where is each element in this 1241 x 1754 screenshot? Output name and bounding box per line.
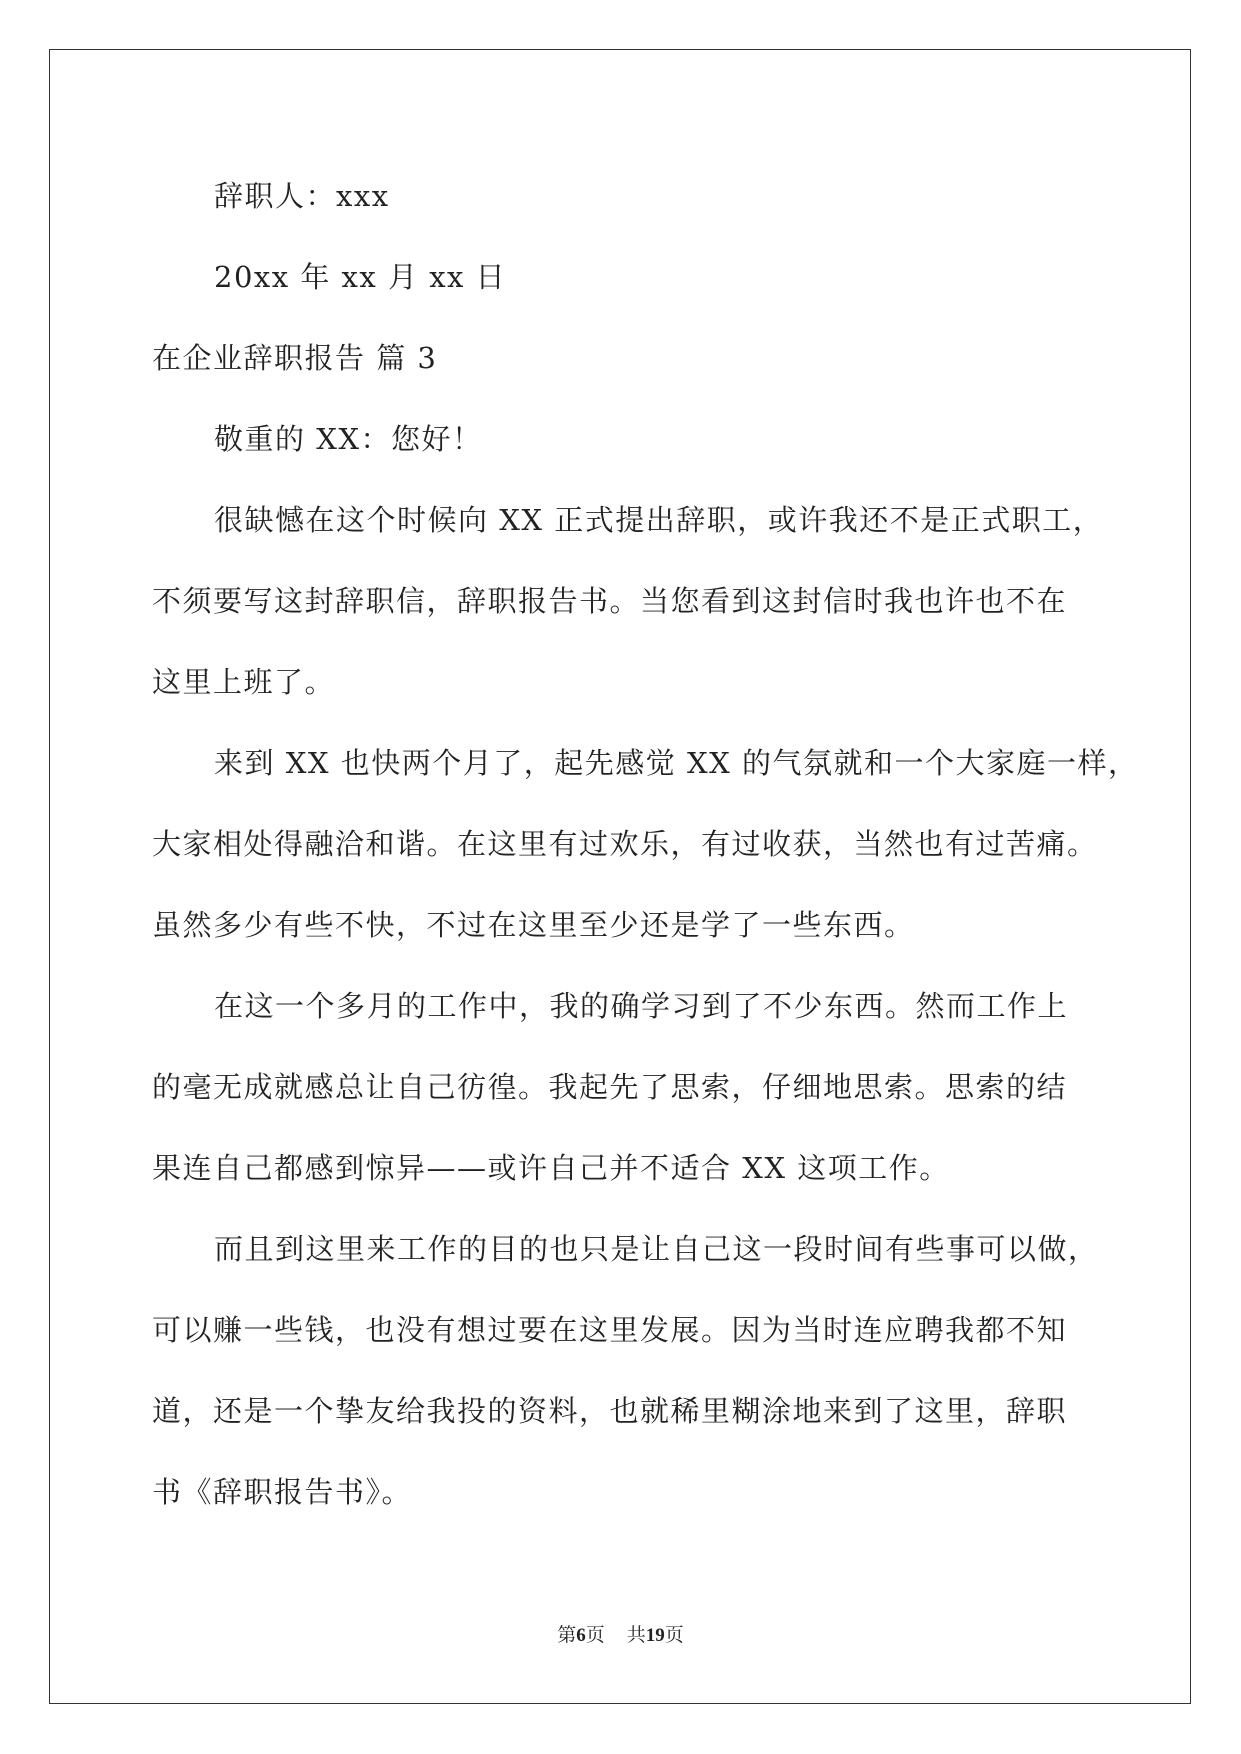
paragraph-line: 虽然多少有些不快，不过在这里至少还是学了一些东西。 — [152, 908, 915, 942]
total-prefix: 共 — [626, 1624, 646, 1646]
date-line: 20xx 年 xx 月 xx 日 — [214, 260, 507, 294]
total-suffix: 页 — [664, 1624, 684, 1646]
page-footer — [0, 1620, 1241, 1647]
paragraph-line: 可以赚一些钱，也没有想过要在这里发展。因为当时连应聘我都不知 — [152, 1313, 1068, 1347]
paragraph-line: 而且到这里来工作的目的也只是让自己这一段时间有些事可以做， — [214, 1232, 1099, 1266]
page-prefix: 第 — [557, 1624, 577, 1646]
paragraph-line: 道，还是一个挚友给我投的资料，也就稀里糊涂地来到了这里，辞职 — [152, 1394, 1068, 1428]
paragraph-line: 很缺憾在这个时候向 XX 正式提出辞职，或许我还不是正式职工， — [214, 503, 1104, 537]
paragraph-line: 来到 XX 也快两个月了，起先感觉 XX 的气氛就和一个大家庭一样， — [214, 746, 1139, 780]
total-pages: 19 — [645, 1625, 665, 1646]
paragraph-line: 大家相处得融洽和谐。在这里有过欢乐，有过收获，当然也有过苦痛。 — [152, 827, 1098, 861]
section-heading: 在企业辞职报告 篇 3 — [152, 341, 438, 375]
paragraph-line: 书《辞职报告书》。 — [152, 1475, 413, 1509]
paragraph-line: 这里上班了。 — [152, 665, 336, 699]
salutation: 敬重的 XX：您好！ — [214, 422, 483, 456]
page-suffix: 页 — [585, 1624, 605, 1646]
signature-line: 辞职人：xxx — [214, 179, 390, 213]
paragraph-line: 不须要写这封辞职信，辞职报告书。当您看到这封信时我也许也不在 — [152, 584, 1068, 618]
page-number: 6 — [576, 1625, 586, 1646]
paragraph-line: 果连自己都感到惊异——或许自己并不适合 XX 这项工作。 — [152, 1151, 950, 1185]
paragraph-line: 的毫无成就感总让自己彷徨。我起先了思索，仔细地思索。思索的结 — [152, 1070, 1068, 1104]
paragraph-line: 在这一个多月的工作中，我的确学习到了不少东西。然而工作上 — [214, 989, 1069, 1023]
document-body — [152, 156, 1139, 1533]
